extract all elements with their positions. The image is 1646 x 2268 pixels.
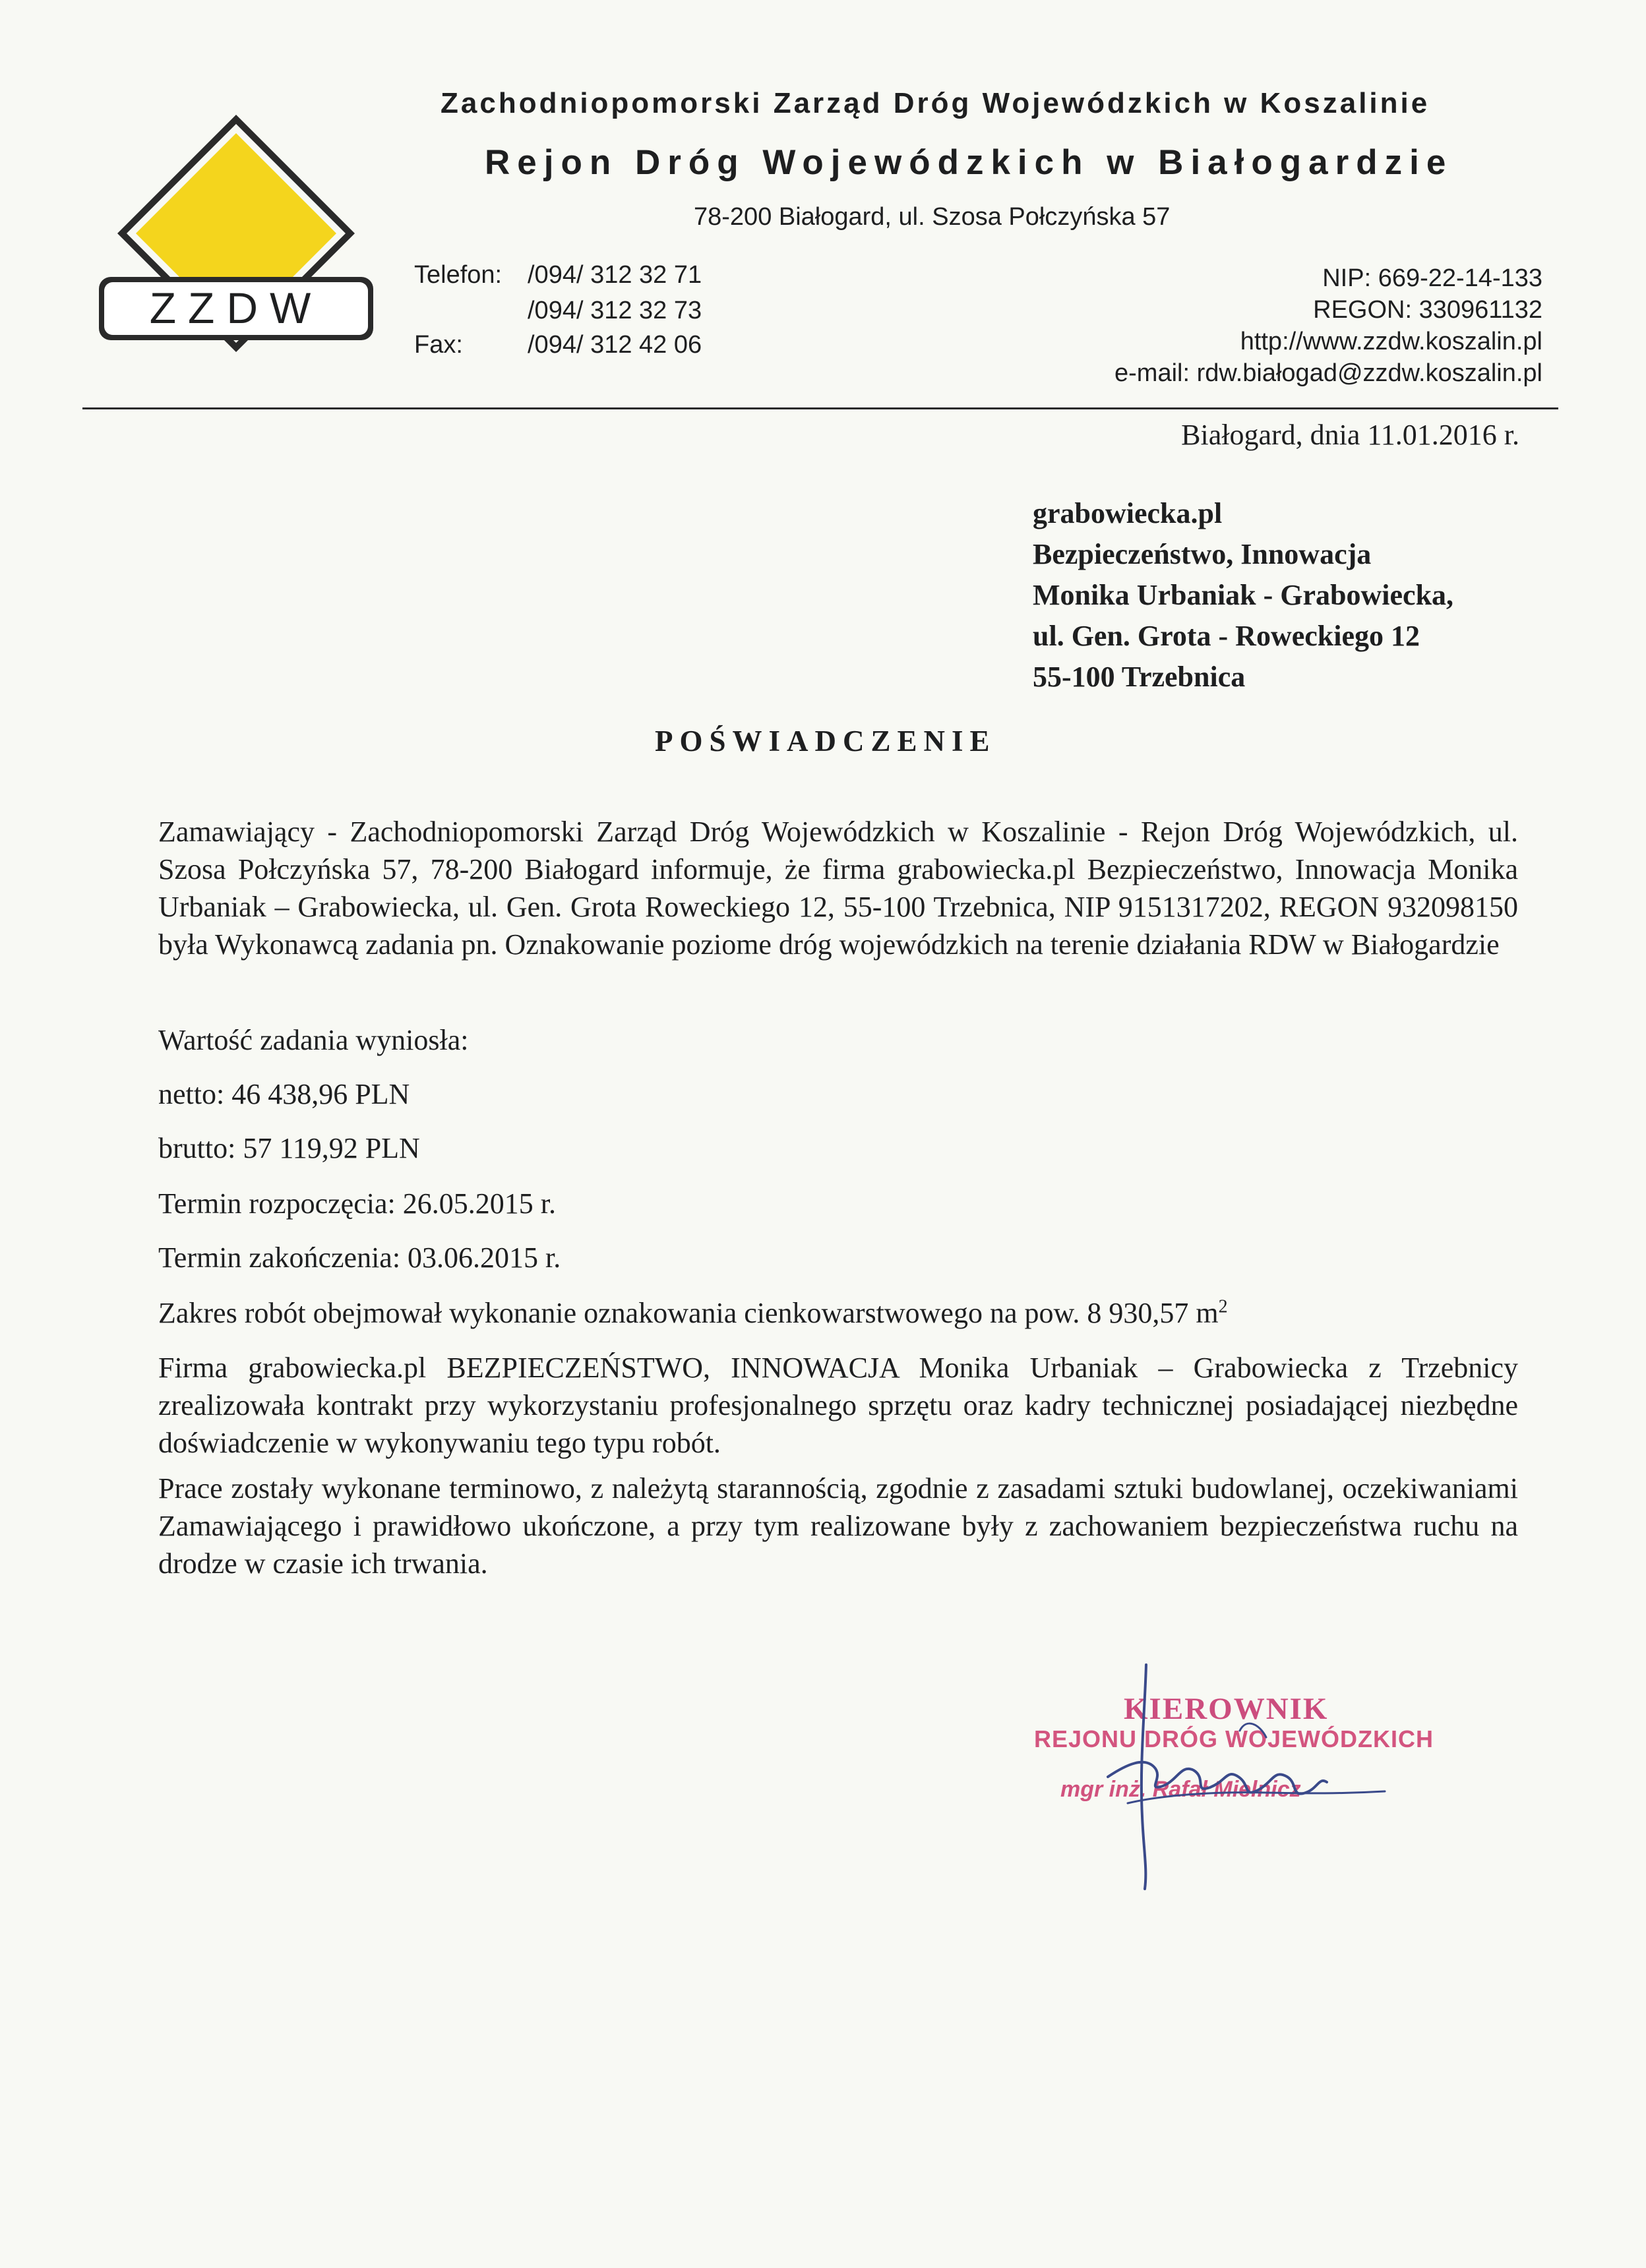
registration-block <box>1114 262 1542 389</box>
phone-number: /094/ 312 32 73 <box>528 297 702 324</box>
netto-value: netto: 46 438,96 PLN <box>158 1078 410 1110</box>
recipient-line: 55-100 Trzebnica <box>1033 661 1246 693</box>
date-line: Białogard, dnia 11.01.2016 r. <box>1181 419 1519 451</box>
address: 78-200 Białogard, ul. Szosa Połczyńska 57 <box>694 203 1171 231</box>
document-title: POŚWIADCZENIE <box>655 725 996 758</box>
brutto-value: brutto: 57 119,92 PLN <box>158 1132 420 1164</box>
nip: NIP: 669-22-14-133 <box>1322 264 1542 292</box>
closing-paragraph: Prace zostały wykonane terminowo, z należytą starannością, zgodnie z zasadami sztuki budowlanej, oczekiwaniami Zamawiającego i prawidłowo ukończone, a przy tym realizowane były z zachowaniem bezpieczeństwa ruchu na drodze w czasie ich trwania. <box>158 1472 1518 1580</box>
intro-paragraph: Zamawiający - Zachodniopomorski Zarząd Dróg Wojewódzkich w Koszalinie - Rejon Dróg Wojewódzkich, ul. Szosa Połczyńska 57, 78-200 Białogard informuje, że firma grabowiecka.pl Bezpieczeństwo, Innowacja Monika Urbaniak – Grabowiecka, ul. Gen. Grota Roweckiego 12, 55-100 Trzebnica, NIP 9151317202, REGON 932098150 była Wykonawcą zadania pn. Oznakowanie poziome dróg wojewódzkich na terenie działania RDW w Białogardzie <box>158 816 1518 961</box>
stamp-office: REJONU DRÓG WOJEWÓDZKICH <box>1034 1725 1434 1752</box>
firm-paragraph: Firma grabowiecka.pl BEZPIECZEŃSTWO, INNOWACJA Monika Urbaniak – Grabowiecka z Trzebnicy zrealizowała kontrakt przy wykorzystaniu profesjonalnego sprzętu oraz kadry technicznej posiadającej niezbędne doświadczenie w wykonywaniu tego typu robót. <box>158 1352 1518 1459</box>
website: http://www.zzdw.koszalin.pl <box>1240 328 1542 355</box>
signature-block <box>1029 1652 1434 1935</box>
scope-text: Zakres robót obejmował wykonanie oznakowania cienkowarstwowego na pow. 8 930,57 m <box>158 1297 1219 1329</box>
end-date: Termin zakończenia: 03.06.2015 r. <box>158 1241 561 1274</box>
stamp-person: mgr inż. Rafał Mielnicz <box>1060 1777 1301 1802</box>
scope-line <box>158 1296 1228 1330</box>
stamp-title: KIEROWNIK <box>1124 1692 1329 1726</box>
recipient-line: grabowiecka.pl <box>1033 497 1223 529</box>
phone-label: Telefon: <box>414 261 503 289</box>
fax-label: Fax: <box>414 331 463 359</box>
start-date: Termin rozpoczęcia: 26.05.2015 r. <box>158 1187 556 1220</box>
email: e-mail: rdw.białogad@zzdw.koszalin.pl <box>1114 359 1542 387</box>
recipient-line: Bezpieczeństwo, Innowacja <box>1033 538 1372 570</box>
recipient-address <box>1033 493 1453 698</box>
phone-number: /094/ 312 32 71 <box>528 261 702 289</box>
zzdw-logo <box>98 111 375 388</box>
organization-name: Zachodniopomorski Zarząd Dróg Wojewódzkich w Koszalinie <box>441 87 1430 119</box>
scope-superscript: 2 <box>1218 1296 1228 1317</box>
logo-text: ZZDW <box>149 284 323 332</box>
regon: REGON: 330961132 <box>1313 296 1542 324</box>
fax-number: /094/ 312 42 06 <box>528 331 702 359</box>
handwritten-signature <box>1029 1652 1424 1935</box>
header-divider <box>82 407 1558 409</box>
recipient-line: ul. Gen. Grota - Roweckiego 12 <box>1033 620 1420 652</box>
recipient-line: Monika Urbaniak - Grabowiecka, <box>1033 579 1454 611</box>
value-heading: Wartość zadania wyniosła: <box>158 1024 469 1056</box>
region-name: Rejon Dróg Wojewódzkich w Białogardzie <box>485 143 1453 182</box>
contact-block <box>414 261 1008 380</box>
